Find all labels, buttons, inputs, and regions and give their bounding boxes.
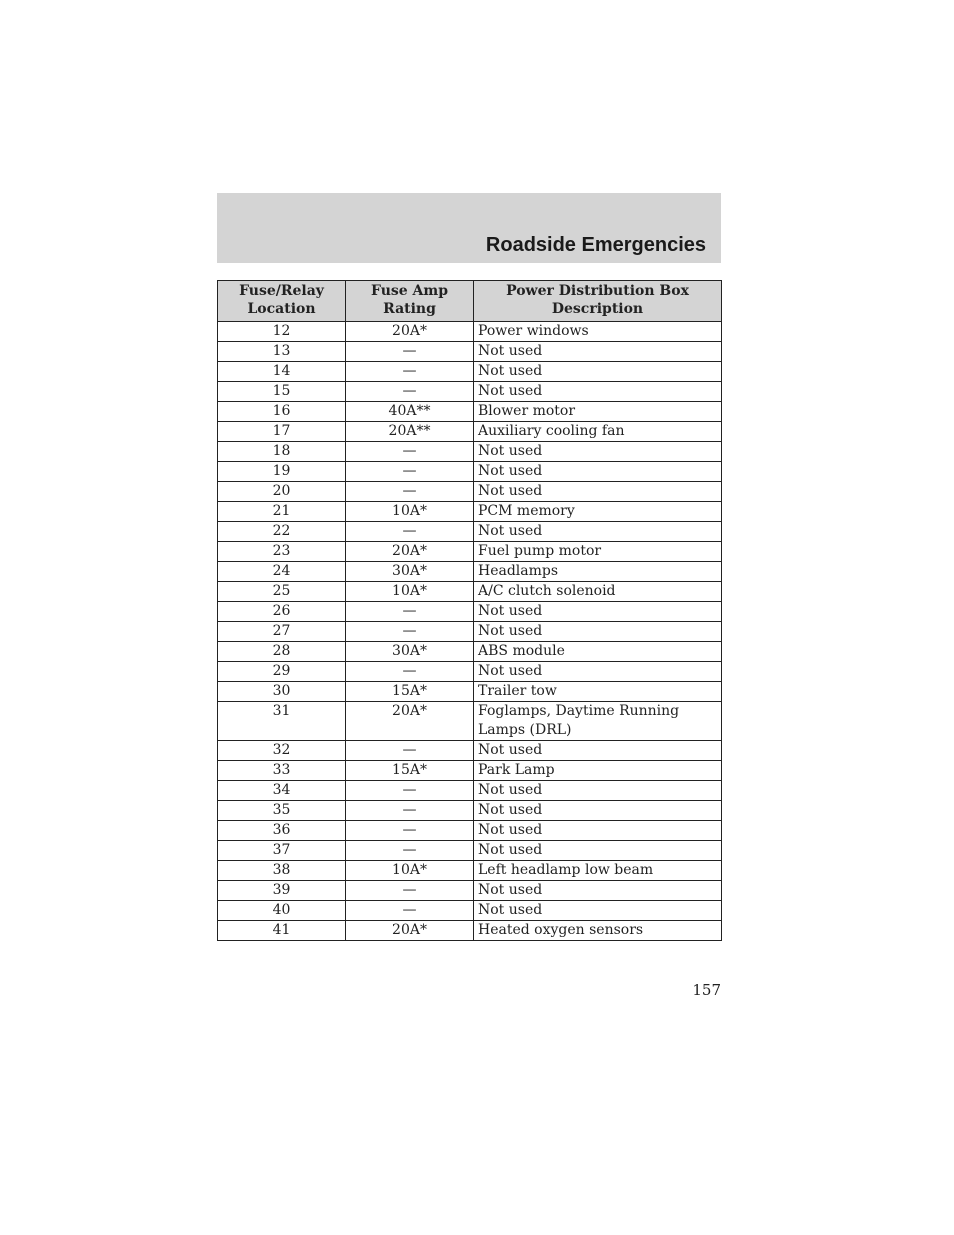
cell-location: 37 — [218, 841, 346, 861]
cell-rating: 40A** — [346, 402, 474, 422]
cell-location: 17 — [218, 422, 346, 442]
cell-rating: 30A* — [346, 562, 474, 582]
header-row — [218, 281, 722, 322]
cell-description: Not used — [474, 602, 722, 622]
cell-rating: — — [346, 741, 474, 761]
cell-description: Left headlamp low beam — [474, 861, 722, 881]
table-row — [218, 482, 722, 502]
cell-location: 34 — [218, 781, 346, 801]
cell-description: Not used — [474, 781, 722, 801]
table-row — [218, 861, 722, 881]
cell-rating: — — [346, 781, 474, 801]
cell-location: 26 — [218, 602, 346, 622]
cell-description: Not used — [474, 901, 722, 921]
table-row — [218, 502, 722, 522]
table-row — [218, 821, 722, 841]
cell-description: Not used — [474, 442, 722, 462]
column-header-location: Fuse/Relay Location — [218, 281, 346, 322]
cell-rating: — — [346, 881, 474, 901]
table-row — [218, 841, 722, 861]
cell-location: 19 — [218, 462, 346, 482]
cell-rating: — — [346, 462, 474, 482]
table-row — [218, 622, 722, 642]
cell-location: 15 — [218, 382, 346, 402]
cell-description: Not used — [474, 362, 722, 382]
cell-rating: — — [346, 821, 474, 841]
cell-description: Not used — [474, 522, 722, 542]
table-row — [218, 522, 722, 542]
table-row — [218, 901, 722, 921]
cell-rating: — — [346, 342, 474, 362]
column-header-description: Power Distribution Box Description — [474, 281, 722, 322]
cell-description: PCM memory — [474, 502, 722, 522]
cell-description: Not used — [474, 622, 722, 642]
table-row — [218, 602, 722, 622]
cell-description: Auxiliary cooling fan — [474, 422, 722, 442]
cell-location: 12 — [218, 322, 346, 342]
fuse-table — [217, 280, 722, 941]
table-row — [218, 542, 722, 562]
cell-rating: 20A* — [346, 702, 474, 741]
table-row — [218, 642, 722, 662]
table-row — [218, 881, 722, 901]
cell-description: Fuel pump motor — [474, 542, 722, 562]
table-row — [218, 322, 722, 342]
cell-location: 28 — [218, 642, 346, 662]
cell-location: 27 — [218, 622, 346, 642]
cell-rating: — — [346, 522, 474, 542]
cell-rating: 10A* — [346, 502, 474, 522]
table-row — [218, 781, 722, 801]
page-number: 157 — [692, 981, 721, 999]
cell-rating: 20A* — [346, 322, 474, 342]
cell-description: Not used — [474, 382, 722, 402]
table-row — [218, 402, 722, 422]
cell-location: 14 — [218, 362, 346, 382]
cell-description: Not used — [474, 841, 722, 861]
cell-location: 23 — [218, 542, 346, 562]
table-row — [218, 801, 722, 821]
cell-location: 13 — [218, 342, 346, 362]
cell-location: 32 — [218, 741, 346, 761]
table-row — [218, 741, 722, 761]
fuse-table-header — [218, 281, 722, 322]
cell-location: 39 — [218, 881, 346, 901]
cell-location: 16 — [218, 402, 346, 422]
cell-location: 40 — [218, 901, 346, 921]
cell-description: Blower motor — [474, 402, 722, 422]
cell-description: Power windows — [474, 322, 722, 342]
cell-rating: 30A* — [346, 642, 474, 662]
cell-rating: — — [346, 841, 474, 861]
cell-rating: — — [346, 442, 474, 462]
cell-description: Headlamps — [474, 562, 722, 582]
cell-rating: 15A* — [346, 682, 474, 702]
cell-description: Trailer tow — [474, 682, 722, 702]
cell-description: A/C clutch solenoid — [474, 582, 722, 602]
cell-description: ABS module — [474, 642, 722, 662]
cell-location: 20 — [218, 482, 346, 502]
cell-rating: — — [346, 801, 474, 821]
cell-description: Not used — [474, 801, 722, 821]
section-header-band — [217, 193, 721, 263]
fuse-table-body — [218, 322, 722, 941]
table-row — [218, 362, 722, 382]
table-row — [218, 342, 722, 362]
table-row — [218, 422, 722, 442]
cell-location: 30 — [218, 682, 346, 702]
cell-rating: — — [346, 622, 474, 642]
cell-description: Heated oxygen sensors — [474, 921, 722, 941]
cell-location: 31 — [218, 702, 346, 741]
cell-description: Not used — [474, 342, 722, 362]
cell-location: 18 — [218, 442, 346, 462]
cell-rating: — — [346, 662, 474, 682]
cell-location: 21 — [218, 502, 346, 522]
cell-description: Not used — [474, 482, 722, 502]
table-row — [218, 382, 722, 402]
cell-rating: 10A* — [346, 861, 474, 881]
cell-description: Not used — [474, 821, 722, 841]
column-header-rating: Fuse Amp Rating — [346, 281, 474, 322]
table-row — [218, 682, 722, 702]
cell-rating: — — [346, 482, 474, 502]
cell-location: 33 — [218, 761, 346, 781]
table-row — [218, 582, 722, 602]
cell-rating: 10A* — [346, 582, 474, 602]
cell-rating: 20A** — [346, 422, 474, 442]
cell-location: 35 — [218, 801, 346, 821]
cell-rating: — — [346, 362, 474, 382]
table-row — [218, 442, 722, 462]
cell-location: 38 — [218, 861, 346, 881]
table-row — [218, 702, 722, 741]
cell-description: Not used — [474, 741, 722, 761]
cell-location: 36 — [218, 821, 346, 841]
cell-description: Not used — [474, 881, 722, 901]
cell-location: 29 — [218, 662, 346, 682]
cell-location: 22 — [218, 522, 346, 542]
cell-rating: — — [346, 901, 474, 921]
cell-rating: 20A* — [346, 542, 474, 562]
table-row — [218, 562, 722, 582]
cell-rating: 15A* — [346, 761, 474, 781]
table-row — [218, 662, 722, 682]
cell-description: Foglamps, Daytime Running Lamps (DRL) — [474, 702, 722, 741]
cell-location: 25 — [218, 582, 346, 602]
cell-rating: 20A* — [346, 921, 474, 941]
cell-location: 24 — [218, 562, 346, 582]
cell-description: Not used — [474, 662, 722, 682]
cell-rating: — — [346, 382, 474, 402]
table-row — [218, 921, 722, 941]
table-row — [218, 462, 722, 482]
table-row — [218, 761, 722, 781]
cell-location: 41 — [218, 921, 346, 941]
cell-description: Not used — [474, 462, 722, 482]
section-title: Roadside Emergencies — [485, 234, 706, 256]
cell-rating: — — [346, 602, 474, 622]
cell-description: Park Lamp — [474, 761, 722, 781]
